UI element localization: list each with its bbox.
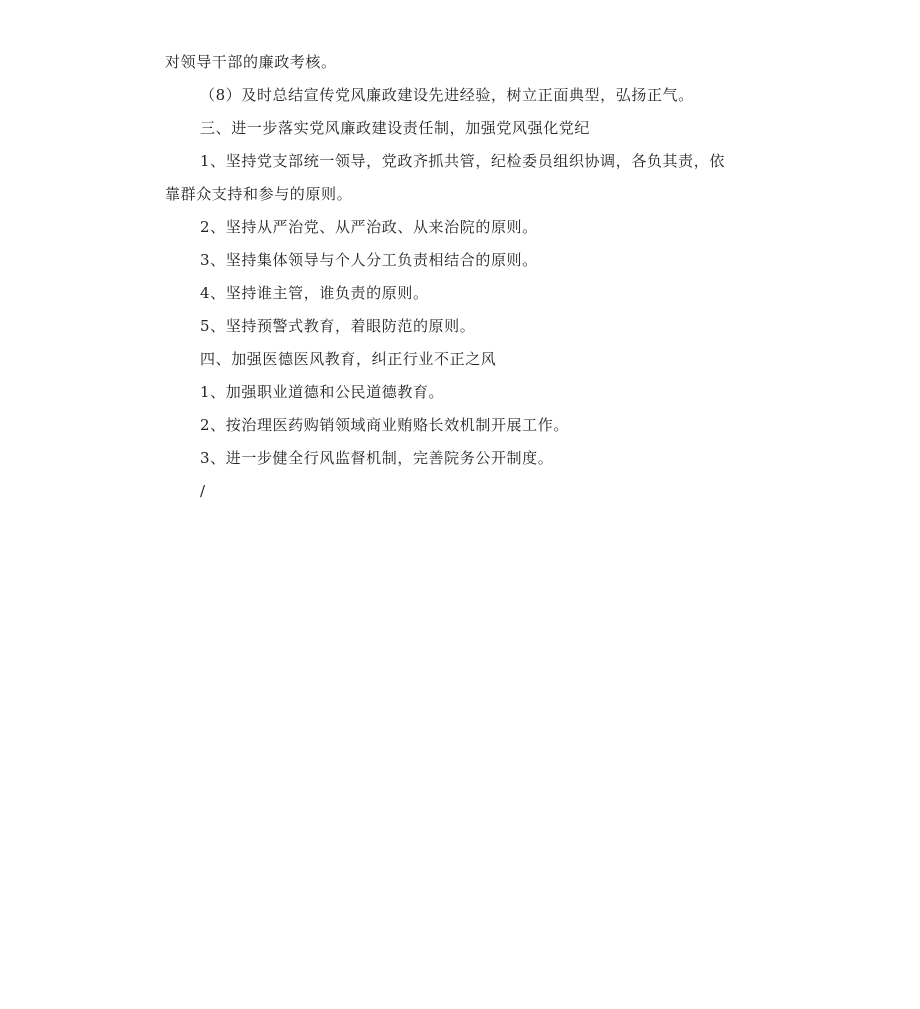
paragraph-line: 3、进一步健全行风监督机制，完善院务公开制度。 <box>200 449 554 467</box>
section-heading: 四、加强医德医风教育，纠正行业不正之风 <box>200 350 497 368</box>
paragraph-line: 对领导干部的廉政考核。 <box>165 53 337 71</box>
paragraph-line: （8）及时总结宣传党风廉政建设先进经验，树立正面典型，弘扬正气。 <box>200 86 694 104</box>
paragraph-line: 1、坚持党支部统一领导，党政齐抓共管，纪检委员组织协调，各负其责，依 <box>200 152 725 170</box>
paragraph-line: / <box>200 482 206 500</box>
paragraph-line: 1、加强职业道德和公民道德教育。 <box>200 383 445 401</box>
paragraph-line: 5、坚持预警式教育，着眼防范的原则。 <box>200 317 476 335</box>
paragraph-line: 4、坚持谁主管，谁负责的原则。 <box>200 284 429 302</box>
paragraph-line: 2、按治理医药购销领域商业贿赂长效机制开展工作。 <box>200 416 569 434</box>
paragraph-line: 靠群众支持和参与的原则。 <box>165 185 353 203</box>
paragraph-line: 2、坚持从严治党、从严治政、从来治院的原则。 <box>200 218 538 236</box>
paragraph-line: 3、坚持集体领导与个人分工负责相结合的原则。 <box>200 251 538 269</box>
section-heading: 三、进一步落实党风廉政建设责任制，加强党风强化党纪 <box>200 119 591 137</box>
